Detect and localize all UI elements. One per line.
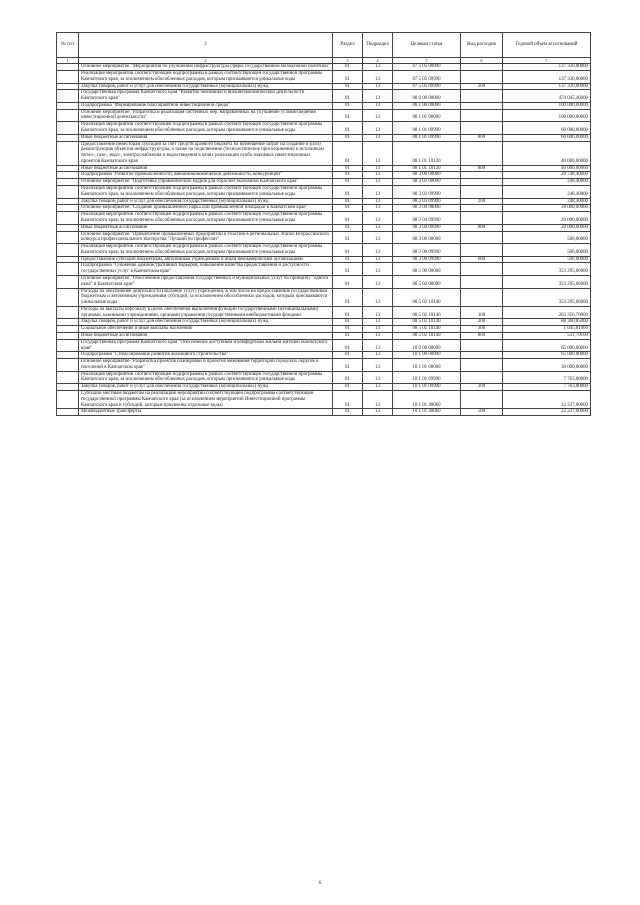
row-number-cell [57,306,79,319]
expense-type-cell: 200 [461,83,503,90]
item-name-cell: Субсидии местным бюджетам на реализацию мероприятий соответствующей подпрограммы соответствующей государственной программы Камчатского края (за исключением мероприятий Инвестиционной программы Камчатского края и субсидий, которым присвоены отдельные коды) [79,391,333,409]
col-expense-type-header: Вид расходов [461,33,503,58]
amount-cell: 137 330,00000 [503,83,591,90]
podrazdel-cell: 13 [363,263,393,276]
table-row [57,288,591,306]
table-row [57,244,591,257]
razdel-cell: 01 [333,224,363,231]
amount-cell: 7 763,00000 [503,371,591,384]
table-row [57,90,591,103]
row-number-cell [57,141,79,165]
razdel-cell: 01 [333,205,363,212]
razdel-cell: 01 [333,141,363,165]
item-name-cell: Расходы на обеспечение деятельности (оказание услуг) учреждений, в том числе на предоставление государственным бюджетным и автономным учреждениям субсидий, за исключением обособленных расходов, которым присваиваются уникальные коды [79,288,333,306]
row-number-cell [57,339,79,352]
amount-cell: 353 295,06000 [503,275,591,288]
target-article-cell: 08 3 00 00000 [393,172,461,179]
expense-type-cell [461,359,503,372]
expense-type-cell [461,102,503,109]
podrazdel-cell: 13 [363,319,393,326]
razdel-cell: 01 [333,288,363,306]
row-number-cell [57,319,79,326]
item-name-cell: Расходы на выплаты персоналу в целях обеспечения выполнения функций государственными (муниципальными) органами, казенными учреждениями, органами управления государственными внебюджетными фондами [79,306,333,319]
target-article-cell: 08 3 04 09990 [393,224,461,231]
razdel-cell: 01 [333,409,363,416]
row-number-cell [57,83,79,90]
target-article-cell: 08 1 00 00000 [393,102,461,109]
item-name-cell: Подпрограмма "Формирование благоприятной инвестиционной среды" [79,102,333,109]
table-row [57,122,591,135]
row-number-cell [57,224,79,231]
row-number-cell [57,371,79,384]
row-number-cell [57,134,79,141]
target-article-cell: 08 1 01 00000 [393,109,461,122]
target-article-cell: 08 1 01 10120 [393,165,461,172]
row-number-cell [57,384,79,391]
razdel-cell: 01 [333,165,363,172]
row-number-cell [57,198,79,205]
item-name-cell: Подпрограмма "Снижение административных барьеров, повышение качества предоставления и доступности государственных услуг в Камчатском крае" [79,263,333,276]
item-name-cell: Реализация мероприятий соответствующей подпрограммы в рамках соответствующей государственной программы Камчатского края, за исключением обособленных расходов, которым присваиваются уникальные коды [79,212,333,225]
table-row [57,64,591,71]
razdel-cell: 01 [333,275,363,288]
table-row [57,319,591,326]
table-row [57,134,591,141]
row-number-cell [57,102,79,109]
col-annual-amount-header: Годовой объем ассигнований [503,33,591,58]
expense-type-cell [461,186,503,199]
item-name-cell: Иные бюджетные ассигнования [79,165,333,172]
item-name-cell: Реализация мероприятий соответствующей подпрограммы в рамках соответствующей государственной программы Камчатского края, за исключением обособленных расходов, которым присваиваются уникальные коды [79,70,333,83]
podrazdel-cell: 13 [363,90,393,103]
amount-cell: 22 237,00000 [503,391,591,409]
item-name-cell: Реализация мероприятий соответствующей подпрограммы в рамках соответствующей государственной программы Камчатского края, за исключением обособленных расходов, которым присваиваются уникальные коды [79,244,333,257]
table-row [57,212,591,225]
amount-cell: 20 000,00000 [503,224,591,231]
razdel-cell: 01 [333,244,363,257]
expense-type-cell [461,141,503,165]
target-article-cell: 07 5 05 00000 [393,64,461,71]
razdel-cell: 01 [333,391,363,409]
item-name-cell: Основное мероприятие "Разработка проектов планировки и проектов межевания территорий городских округов и поселений в Камчатском крае" [79,359,333,372]
razdel-cell: 01 [333,122,363,135]
col-name-header: 2 [79,33,333,58]
row-number-cell [57,333,79,340]
row-number-cell [57,212,79,225]
header-row [57,33,591,58]
podrazdel-cell: 13 [363,102,393,109]
target-article-cell: 08 3 06 09990 [393,244,461,257]
table-row [57,205,591,212]
amount-cell: 65 000,00000 [503,339,591,352]
page-number: 6 [318,880,322,886]
podrazdel-cell: 13 [363,70,393,83]
expense-type-cell: 200 [461,198,503,205]
podrazdel-cell: 13 [363,165,393,172]
table-row [57,141,591,165]
target-article-cell: 08 3 06 09990 [393,256,461,263]
item-name-cell: Основное мероприятие "Мероприятия по улучшению инфраструктуры сферы государственной молодежной политики" [79,64,333,71]
item-name-cell: Закупка товаров, работ и услуг для обеспечения государственных (муниципальных) нужд [79,83,333,90]
razdel-cell: 01 [333,339,363,352]
target-article-cell: 10 1 01 09990 [393,384,461,391]
amount-cell: 248,40000 [503,198,591,205]
table-body [57,64,591,416]
expense-type-cell: 200 [461,384,503,391]
column-index: 1 [57,58,79,64]
amount-cell: 60 000,00000 [503,122,591,135]
target-article-cell: 08 3 04 00000 [393,205,461,212]
item-name-cell: Основное мероприятие "Разработка и реализация системных мер, направленных на улучшение условий ведения инвестиционной деятельности" [79,109,333,122]
table-row [57,70,591,83]
amount-cell: 20 748,40000 [503,172,591,179]
item-name-cell: Государственная программа Камчатского края "Развитие экономики и внешнеэкономической деятельности Камчатского края" [79,90,333,103]
row-number-cell [57,288,79,306]
podrazdel-cell: 13 [363,371,393,384]
expense-type-cell [461,90,503,103]
podrazdel-cell: 13 [363,141,393,165]
row-number-cell [57,186,79,199]
col-num-header: № п/п [57,33,79,58]
item-name-cell: Основное мероприятие "Привлечение промышленных предприятий к участию в региональных этапах Всероссийского конкурса профессионального мастерства "Лучший по профессии" [79,231,333,244]
amount-cell: 100 000,00000 [503,109,591,122]
podrazdel-cell: 13 [363,333,393,340]
col-podrazdel-header: Подраздел [363,33,393,58]
column-index: 5 [393,58,461,64]
razdel-cell: 01 [333,186,363,199]
expense-type-cell [461,109,503,122]
podrazdel-cell: 13 [363,172,393,179]
podrazdel-cell: 13 [363,326,393,333]
razdel-cell: 01 [333,172,363,179]
target-article-cell: 08 3 06 00000 [393,231,461,244]
expense-type-cell: 500 [461,409,503,416]
row-number-cell [57,275,79,288]
table-row [57,333,591,340]
row-number-cell [57,263,79,276]
razdel-cell: 01 [333,256,363,263]
expense-type-cell: 800 [461,224,503,231]
target-article-cell: 08 1 01 10120 [393,141,461,165]
amount-cell: 531,70100 [503,333,591,340]
expense-type-cell [461,64,503,71]
table-row [57,102,591,109]
podrazdel-cell: 13 [363,275,393,288]
podrazdel-cell: 13 [363,306,393,319]
row-number-cell [57,122,79,135]
table-row [57,256,591,263]
expense-type-cell [461,212,503,225]
amount-cell: 40 000,00000 [503,165,591,172]
podrazdel-cell: 13 [363,352,393,359]
item-name-cell: Основное мероприятие "Создание промышленного парка или промышленной площадки в Камчатском крае" [79,205,333,212]
razdel-cell: 01 [333,212,363,225]
item-name-cell: Закупка товаров, работ и услуг для обеспечения государственных (муниципальных) нужд [79,319,333,326]
table-row [57,172,591,179]
expense-type-cell: 800 [461,134,503,141]
item-name-cell: Реализация мероприятий соответствующей подпрограммы в рамках соответствующей государственной программы Камчатского края, за исключением обособленных расходов, которым присваиваются уникальные коды [79,122,333,135]
amount-cell: 248,40000 [503,186,591,199]
amount-cell: 100 000,00000 [503,102,591,109]
amount-cell: 500,00000 [503,244,591,257]
target-article-cell: 08 5 02 10140 [393,319,461,326]
amount-cell: 263 356,70000 [503,306,591,319]
row-number-cell [57,70,79,83]
table-row [57,263,591,276]
row-number-cell [57,409,79,416]
podrazdel-cell: 13 [363,409,393,416]
row-number-cell [57,256,79,263]
amount-cell: 88 360,85000 [503,319,591,326]
podrazdel-cell: 13 [363,205,393,212]
item-name-cell: Предоставление субсидий бюджетным, автономным учреждениям и иным некоммерческим организациям [79,256,333,263]
podrazdel-cell: 13 [363,288,393,306]
table-row [57,275,591,288]
row-number-cell [57,359,79,372]
target-article-cell: 08 5 02 10140 [393,288,461,306]
podrazdel-cell: 13 [363,179,393,186]
razdel-cell: 01 [333,359,363,372]
target-article-cell: 07 5 05 09990 [393,83,461,90]
item-name-cell: Государственная программа Камчатского края "Обеспечение доступным и комфортным жильем жителей Камчатского края" [79,339,333,352]
expense-type-cell [461,391,503,409]
target-article-cell: 10 1 01 40060 [393,409,461,416]
razdel-cell: 01 [333,263,363,276]
target-article-cell: 08 3 03 09990 [393,198,461,205]
target-article-cell: 10 1 01 40060 [393,391,461,409]
row-number-cell [57,165,79,172]
table-row [57,409,591,416]
table-row [57,306,591,319]
item-name-cell: Межбюджетные трансферты [79,409,333,416]
amount-cell: 137 330,00000 [503,70,591,83]
expense-type-cell [461,172,503,179]
col-target-article-header: Целевая статья [393,33,461,58]
target-article-cell: 08 1 01 09990 [393,122,461,135]
amount-cell: 353 295,06000 [503,288,591,306]
budget-table [56,32,591,416]
item-name-cell: Подпрограмма "Стимулирование развития жилищного строительства" [79,352,333,359]
row-number-cell [57,244,79,257]
item-name-cell: Подпрограмма "Развитие промышленности, внешнеэкономической деятельности, конкуренции" [79,172,333,179]
podrazdel-cell: 13 [363,391,393,409]
table-row [57,352,591,359]
row-number-cell [57,90,79,103]
razdel-cell: 01 [333,306,363,319]
table-row [57,109,591,122]
item-name-cell: Закупка товаров, работ и услуг для обеспечения государственных (муниципальных) нужд [79,384,333,391]
target-article-cell: 08 3 04 09990 [393,212,461,225]
amount-cell: 22 237,00000 [503,409,591,416]
podrazdel-cell: 13 [363,212,393,225]
razdel-cell: 01 [333,179,363,186]
amount-cell: 40 000,00000 [503,141,591,165]
amount-cell: 248,40000 [503,179,591,186]
razdel-cell: 01 [333,70,363,83]
amount-cell: 20 000,00000 [503,212,591,225]
amount-cell: 65 000,00000 [503,352,591,359]
item-name-cell: Закупка товаров, работ и услуг для обеспечения государственных (муниципальных) нужд [79,198,333,205]
amount-cell: 60 000,00000 [503,134,591,141]
table-row [57,198,591,205]
target-article-cell: 10 0 00 00000 [393,339,461,352]
razdel-cell: 01 [333,371,363,384]
target-article-cell: 08 5 02 10140 [393,326,461,333]
row-number-cell [57,109,79,122]
table-row [57,391,591,409]
expense-type-cell [461,205,503,212]
podrazdel-cell: 13 [363,244,393,257]
podrazdel-cell: 13 [363,339,393,352]
target-article-cell: 08 1 01 09990 [393,134,461,141]
column-index: 6 [461,58,503,64]
expense-type-cell [461,371,503,384]
expense-type-cell [461,352,503,359]
expense-type-cell [461,288,503,306]
expense-type-cell: 600 [461,256,503,263]
item-name-cell: Социальное обеспечение и иные выплаты населению [79,326,333,333]
razdel-cell: 01 [333,384,363,391]
razdel-cell: 01 [333,102,363,109]
column-index: 3 [333,58,363,64]
amount-cell: 353 295,06000 [503,263,591,276]
table-row [57,326,591,333]
podrazdel-cell: 13 [363,83,393,90]
podrazdel-cell: 13 [363,231,393,244]
table-row [57,179,591,186]
item-name-cell: Иные бюджетные ассигнования [79,224,333,231]
row-number-cell [57,179,79,186]
podrazdel-cell: 13 [363,384,393,391]
razdel-cell: 01 [333,134,363,141]
expense-type-cell [461,263,503,276]
row-number-cell [57,64,79,71]
target-article-cell: 10 1 00 00000 [393,352,461,359]
budget-sheet [56,32,590,416]
expense-type-cell [461,231,503,244]
target-article-cell: 08 5 00 00000 [393,263,461,276]
podrazdel-cell: 13 [363,109,393,122]
table-row [57,384,591,391]
table-row [57,83,591,90]
amount-cell: 30 000,00000 [503,359,591,372]
amount-cell: 7 763,00000 [503,384,591,391]
target-article-cell: 08 3 03 00000 [393,179,461,186]
podrazdel-cell: 13 [363,256,393,263]
column-index: 2 [79,58,333,64]
expense-type-cell: 800 [461,165,503,172]
amount-cell: 474 045,46000 [503,90,591,103]
amount-cell: 137 330,00000 [503,64,591,71]
expense-type-cell [461,244,503,257]
razdel-cell: 01 [333,64,363,71]
row-number-cell [57,352,79,359]
column-index: 4 [363,58,393,64]
razdel-cell: 01 [333,352,363,359]
razdel-cell: 01 [333,83,363,90]
item-name-cell: Предоставление инвесторам субсидий за счет средств краевого бюджета на возмещение затрат на создание и (или) реконструкцию объектов инфраструктуры, а также на подключение (технологическое присоединение) к источникам тепло-, газо-, водо-, электроснабжения и водоотведения в целях реализации особо значимых инвестиционных проектов Камчатского края [79,141,333,165]
target-article-cell: 10 1 01 00000 [393,359,461,372]
item-name-cell: Иные бюджетные ассигнования [79,333,333,340]
expense-type-cell [461,339,503,352]
table-row [57,359,591,372]
expense-type-cell [461,275,503,288]
expense-type-cell [461,179,503,186]
target-article-cell: 08 5 02 10140 [393,333,461,340]
item-name-cell: Реализация мероприятий соответствующей подпрограммы в рамках соответствующей государственной программы Камчатского края, за исключением обособленных расходов, которым присваиваются уникальные коды [79,371,333,384]
item-name-cell: Реализация мероприятий соответствующей подпрограммы в рамках соответствующей государственной программы Камчатского края, за исключением обособленных расходов, которым присваиваются уникальные коды [79,186,333,199]
target-article-cell: 07 5 05 09990 [393,70,461,83]
table-row [57,339,591,352]
item-name-cell: Иные бюджетные ассигнования [79,134,333,141]
table-row [57,231,591,244]
row-number-cell [57,172,79,179]
table-row [57,371,591,384]
razdel-cell: 01 [333,198,363,205]
row-number-cell [57,231,79,244]
razdel-cell: 01 [333,90,363,103]
expense-type-cell [461,70,503,83]
podrazdel-cell: 13 [363,224,393,231]
row-number-cell [57,326,79,333]
amount-cell: 500,00000 [503,231,591,244]
amount-cell: 500,00000 [503,256,591,263]
podrazdel-cell: 13 [363,64,393,71]
target-article-cell: 08 3 03 09990 [393,186,461,199]
target-article-cell: 10 1 01 09990 [393,371,461,384]
expense-type-cell: 800 [461,333,503,340]
razdel-cell: 01 [333,109,363,122]
podrazdel-cell: 13 [363,359,393,372]
razdel-cell: 01 [333,333,363,340]
podrazdel-cell: 13 [363,198,393,205]
target-article-cell: 08 5 02 10140 [393,306,461,319]
razdel-cell: 01 [333,326,363,333]
table-row [57,165,591,172]
item-name-cell: Основное мероприятие "Подготовка управленческих кадров для отраслей экономики Камчатского края" [79,179,333,186]
item-name-cell: Основное мероприятие "Обеспечение предоставления государственных и муниципальных услуг по принципу "одного окна" в Камчатском крае" [79,275,333,288]
razdel-cell: 01 [333,231,363,244]
row-number-cell [57,205,79,212]
podrazdel-cell: 13 [363,186,393,199]
amount-cell: 20 000,00000 [503,205,591,212]
expense-type-cell [461,122,503,135]
expense-type-cell: 100 [461,306,503,319]
expense-type-cell: 200 [461,319,503,326]
target-article-cell: 08 0 00 00000 [393,90,461,103]
table-row [57,224,591,231]
row-number-cell [57,391,79,409]
podrazdel-cell: 13 [363,122,393,135]
expense-type-cell: 300 [461,326,503,333]
podrazdel-cell: 13 [363,134,393,141]
col-razdel-header: Раздел [333,33,363,58]
column-index: 7 [503,58,591,64]
amount-cell: 1 045,81000 [503,326,591,333]
razdel-cell: 01 [333,319,363,326]
table-row [57,186,591,199]
target-article-cell: 08 5 02 00000 [393,275,461,288]
